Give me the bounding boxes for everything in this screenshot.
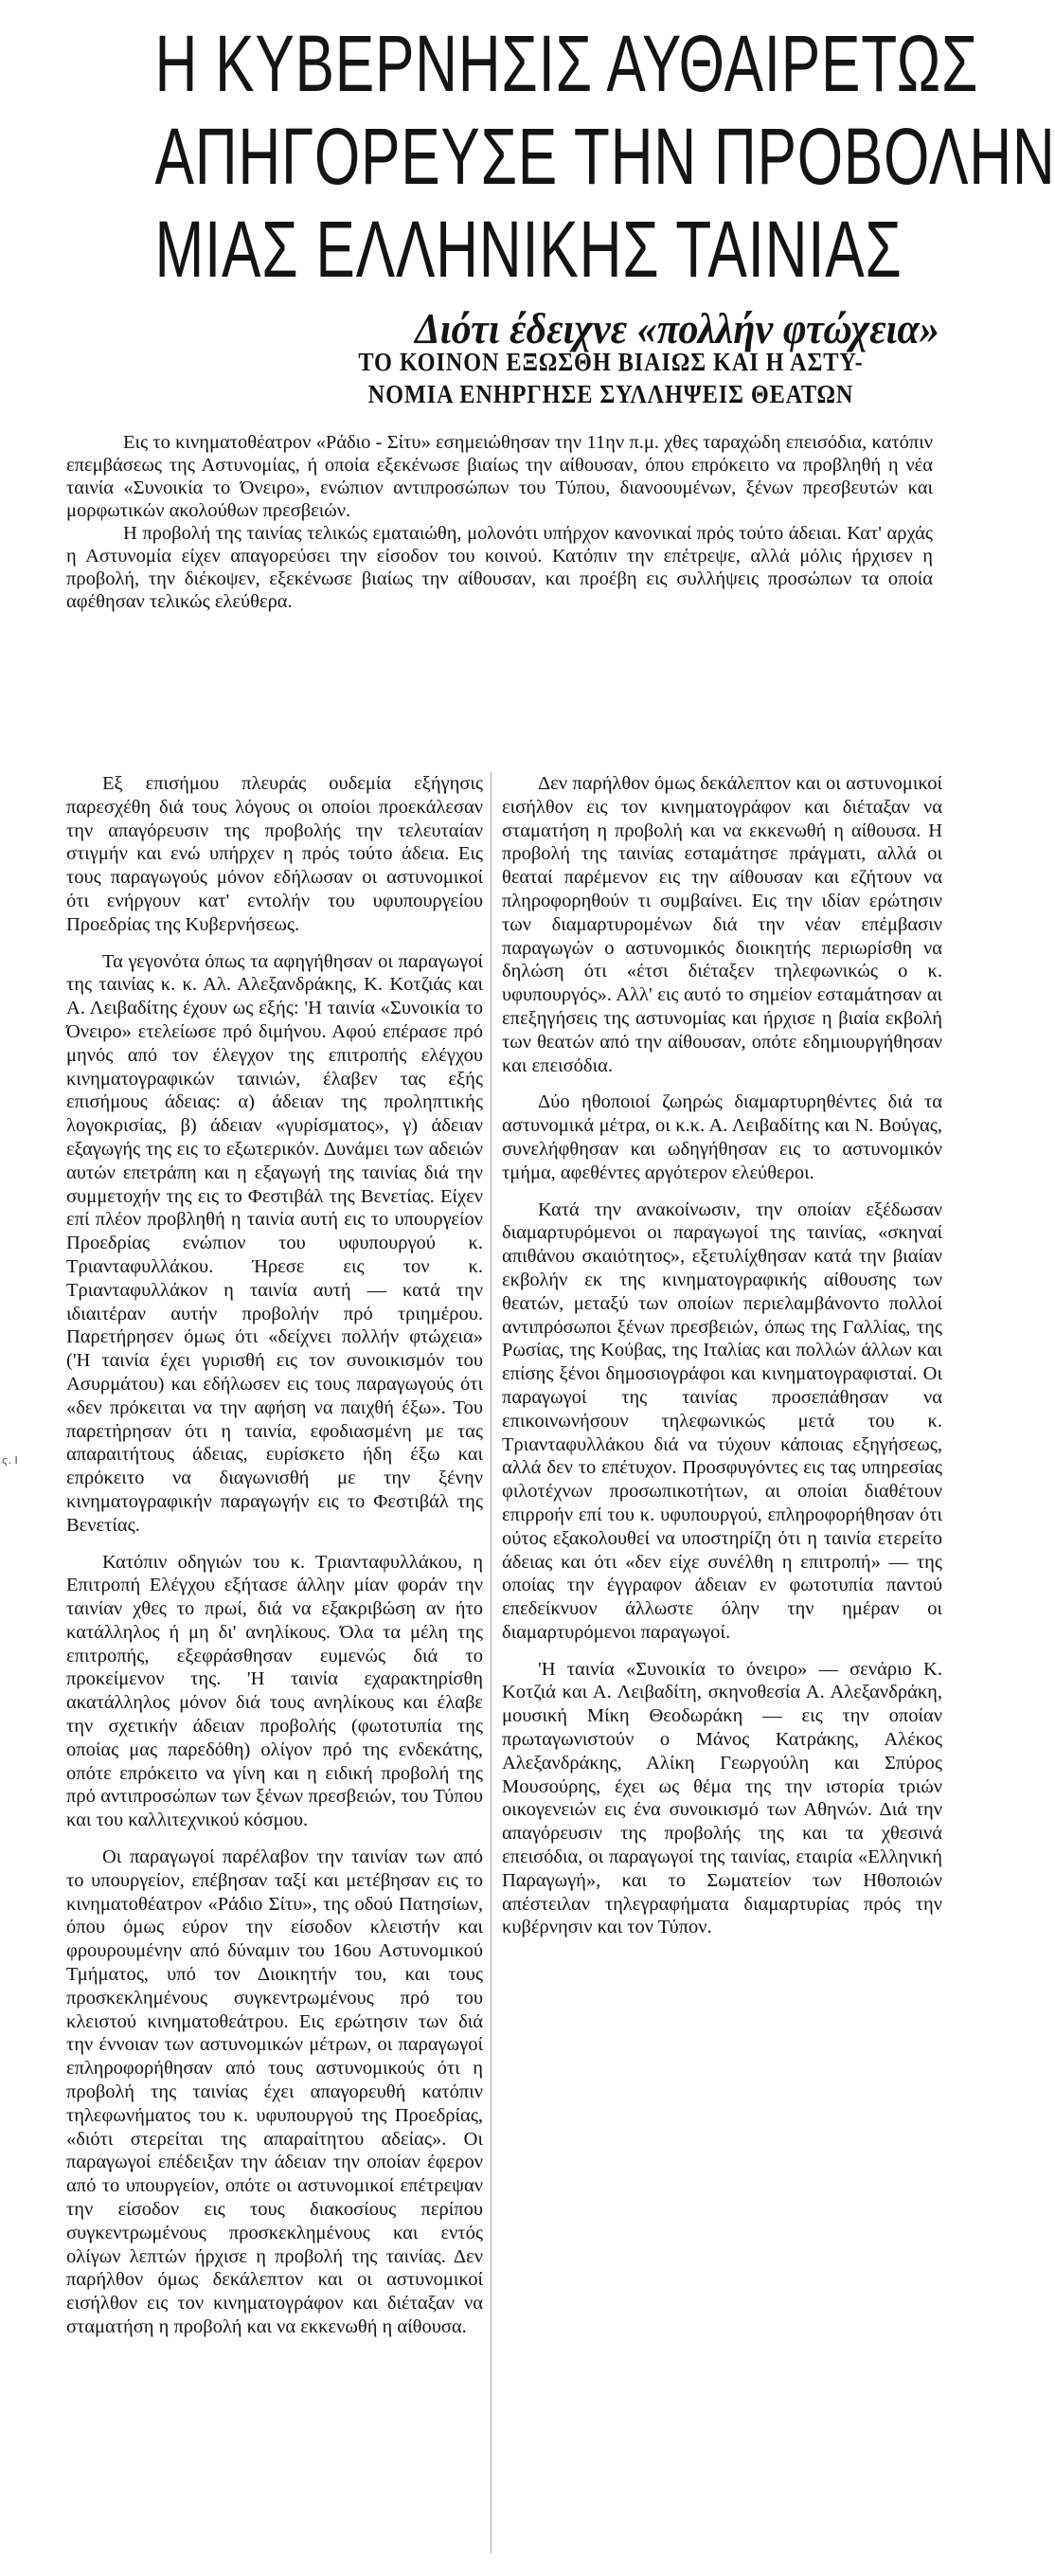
left-paragraph-4: Οι παραγωγοί παρέλαβον την ταινίαν των από το υπουργείον, επέβησαν ταξί και μετέβησαν εις το κινηματοθέατρον «Ράδιο Σίτυ», της οδού Πατησίων, όπου όμως εύρον την είσοδον κλειστήν και φρουρουμένην από δύναμιν του 16ου Αστυνομικού Τμήματος, υπό τον Διοικητήν του, και τους προσκεκλημένους συγκεντρωμένους πρό του κλειστού κινηματοθεάτρου. Εις ερώτησιν των διά την έννοιαν των αστυνομικών μέτρων, οι παραγωγοί επληροφορήθησαν από τους αστυνομικούς ότι η προβολή της ταινίας έχει απαγορευθή κατόπιν τηλεφωνήματος του κ. υφυπουργού της Προεδρίας, «διότι στερείται της απαραίτητου αδείας». Οι παραγωγοί επέδειξαν την άδειαν την οποίαν έφερον από το υπουργείον, οπότε οι αστυνομικοί επέτρεψαν την είσοδον εις τους διακοσίους περίπου συγκεντρωμένους προσκεκλημένους και εντός ολίγων λεπτών ήρχισε η προβολή της ταινίας. Δεν παρήλθον όμως δεκάλεπτον και οι αστυνομικοί εισήλθον εις τον κινηματογράφον και διέταξαν να σταματήση η προβολή και να εκκενωθή η αίθουσα.: [66, 1846, 483, 2337]
headline-line-1: Η ΚΥΒΕΡΝΗΣΙΣ ΑΥΘΑΙΡΕΤΩΣ: [154, 19, 979, 108]
subhead: [317, 346, 905, 410]
right-paragraph-4: 'Η ταινία «Συνοικία το όνειρο» — σενάριο Κ. Κοτζιά και Α. Λειβαδίτη, σκηνοθεσία Α. Αλεξανδράκη, μουσική Μίκη Θεοδωράκη — εις την οποίαν πρωταγωνιστούν ο Μάνος Κατράκης, Αλέκος Αλεξανδράκης, Αλίκη Γεωργούλη και Σπύρος Μουσούρης, έχει ως θέμα της την ιστορία τριών οικογενειών εις ένα συνοικισμό των Αθηνών. Διά την απαγόρευσιν της προβολής της και τα χθεσινά επεισόδια, οι παραγωγοί της ταινίας, εταιρία «Ελληνική Παραγωγή», και το Σωματείον των Ηθοποιών απέστειλαν τηλεγραφήματα διαμαρτυρίας πρός την κυβέρνησιν και τον Τύπον.: [502, 1658, 942, 1938]
left-column: [66, 772, 483, 2339]
lead-paragraph-2: Η προβολή της ταινίας τελικώς εματαιώθη, μολονότι υπήρχον κανονικαί πρός τούτο άδειαι. Κατ' αρχάς η Αστυνομία είχεν απαγορεύσει την είσοδον του κοινού. Κατόπιν την επέτρεψε, αλλά μόλις ήρχισεν η προβολή, την διέκοψεν, εξεκένωσε βιαίως την αίθουσαν, και προέβη εις συλλήψεις προσώπων τα οποία αφέθησαν τελικώς ελεύθερα.: [66, 523, 933, 612]
right-paragraph-1: Δεν παρήλθον όμως δεκάλεπτον και οι αστυνομικοί εισήλθον εις τον κινηματογράφον και διέταξαν να σταματήση η προβολή και να εκκενωθή η αίθουσα. Η προβολή της ταινίας εσταμάτησε πράγματι, αλλά οι θεαταί παρέμενον εις την αίθουσαν και εζήτουν να πληροφορηθούν τι συμβαίνει. Εις την ιδίαν ερώτησιν των διαμαρτυρομένων διά την νέαν επέμβασιν παραγωγών ο αστυνομικός διοικητής περιωρίσθη να δηλώση ότι «έτσι διέταξεν τηλεφωνικώς ο κ. υφυπουργός». Αλλ' εις αυτό το σημείον εσταμάτησαν αι επεξηγήσεις της αστυνομίας και ήρχισε η βιαία εκβολή των θεατών από την αίθουσαν, οπότε εδημιουργήθησαν και επεισόδια.: [502, 773, 942, 1076]
left-paragraph-2: Τα γεγονότα όπως τα αφηγήθησαν οι παραγωγοί της ταινίας κ. κ. Αλ. Αλεξανδράκης, Κ. Κοτζιάς και Α. Λειβαδίτης έχουν ως εξής: 'Η ταινία «Συνοικία το Όνειρο» ετελείωσε πρό διμήνου. Αφού επέρασε πρό μηνός από τον έλεγχον της επιτροπής ελέγχου κινηματογραφικών ταινιών, έλαβεν τας εξής επισήμους άδειας: α) άδειαν της προληπτικής λογοκρισίας, β) άδειαν «γυρίσματος», γ) άδειαν εξαγωγής της εις το εξωτερικόν. Δυνάμει των αδειών αυτών επετράπη και η εξαγωγή της ταινίας διά την συμμετοχήν της εις το Φεστιβάλ της Βενετίας. Είχεν επί πλέον προβληθή η ταινία αυτή εις το υπουργείον Προεδρίας ενώπιον του υφυπουργού κ. Τριανταφυλλάκου. Ήρεσε εις τον κ. Τριανταφυλλάκον η ταινία αυτή — κατά την ιδιαιτέραν αυτήν προβολήν πρό τριημέρου. Παρετήρησεν όμως ότι «δείχνει πολλήν φτώχεια» ('Η ταινία έχει γυρισθή εις τον συνοικισμόν του Ασυρμάτου) και εδήλωσεν εις τους παραγωγούς ότι «δεν πρόκειται να την αφήση να παιχθή έξω». Του παρετήρησαν ότι η ταινία, εφοδιασμένη με τας απαραιτήτους άδειας, ευρίσκετο ήδη έξω και επρόκειτο να διαγωνισθή με την ξένην κινηματογραφικήν παραγωγήν εις το Φεστιβάλ της Βενετίας.: [66, 950, 483, 1536]
headline-line-2: ΑΠΗΓΟΡΕΥΣΕ ΤΗΝ ΠΡΟΒΟΛΗΝ: [154, 112, 1055, 201]
margin-mark: ς. Ι: [2, 1454, 18, 1467]
headline: [38, 17, 1055, 296]
column-divider: [491, 772, 492, 2553]
left-paragraph-1: Εξ επισήμου πλευράς ουδεμία εξήγησις παρεσχέθη διά τους λόγους οι οποίοι προεκάλεσαν την απαγόρευσιν της προβολής την τελευταίαν στιγμήν και ενώ υπήρχεν η πρός τούτο άδεια. Εις τους παραγωγούς μόνον εδήλωσαν οι αστυνομικοί ότι ενήργουν κατ' εντολήν του υφυπουργείου Προεδρίας της Κυβερνήσεως.: [66, 773, 483, 935]
lead-paragraph-1: Εις το κινηματοθέατρον «Ράδιο - Σίτυ» εσημειώθησαν την 11ην π.μ. χθες ταραχώδη επεισόδια, κατόπιν επεμβάσεως της Αστυνομίας, ή οποία εξεκένωσε βιαίως την αίθουσαν, όπου επρόκειτο να προβληθή η νέα ταινία «Συνοικία το Όνειρο», ενώπιον αντιπροσώπων του Τύπου, διανοουμένων, ξένων πρεσβευτών και μορφωτικών ακολούθων πρεσβειών.: [66, 432, 933, 521]
lead-paragraphs: [66, 431, 933, 613]
right-column: [502, 772, 942, 1939]
left-paragraph-3: Κατόπιν οδηγιών του κ. Τριανταφυλλάκου, η Επιτροπή Ελέγχου εξήτασε άλλην μίαν φοράν την ταινίαν χθες το πρωί, διά να εξακριβώση αν ήτο κατάλληλος ή μη δι' ανηλίκους. Όλα τα μέλη της επιτροπής, εξεφράσθησαν ευμενώς διά το προκείμενον της. 'Η ταινία εχαρακτηρίσθη ακατάλληλος μόνον διά τους ανηλίκους και έλαβε την σχετικήν άδειαν προβολής (φωτοτυπία της οποίας μας παρεδόθη) ολίγον πρό της ενδεκάτης, οπότε επρόκειτο να γίνη και η ειδική προβολή της πρό αντιπροσώπων των ξένων πρεσβειών, του Τύπου και του καλλιτεχνικού κόσμου.: [66, 1551, 483, 1831]
right-paragraph-3: Κατά την ανακοίνωσιν, την οποίαν εξέδωσαν διαμαρτυρόμενοι οι παραγωγοί της ταινίας, «σκηναί απιθάνου σκαιότητος», εξετυλίχθησαν κατά την βιαίαν εκβολήν εκ της κινηματογραφικής αίθουσης των θεατών, μεταξύ των οποίων περιελαμβάνοντο πολλοί αντιπρόσωποι ξένων πρεσβειών, όπως της Γαλλίας, της Ρωσίας, της Κούβας, της Ιταλίας και πολλών άλλων και επίσης ξένοι δημοσιογράφοι και κινηματογραφισταί. Οι παραγωγοί της ταινίας προσεπάθησαν να επικοινωνήσουν τηλεφωνικώς μετά του κ. Τριανταφυλλάκου διά να τύχουν κάποιας εξηγήσεως, αλλά δεν το επέτυχον. Προσφυγόντες εις τας υπηρεσίας φιλοτέχνων προσωπικοτήτων, αι οποίαι διαθέτουν επιρροήν επί του κ. υφυπουργού, επληροφορήθησαν ότι ούτος εξακολουθεί να υποστηρίζη ότι η ταινία ετερείτο άδειας και ότι «δεν είχε συνέλθη η επιτροπή» — της οποίας την έγγραφον άδειαν εν φωτοτυπία παντού επεδείκνυον άλλωστε όλην την ημέραν οι διαμαρτυρόμενοι παραγωγοί.: [502, 1198, 942, 1643]
deck-text: Διότι έδειχνε «πολλήν φτώχεια»: [415, 304, 939, 352]
right-paragraph-2: Δύο ηθοποιοί ζωηρώς διαμαρτυρηθέντες διά τα αστυνομικά μέτρα, οι κ.κ. Α. Λειβαδίτης και Ν. Βούγας, συνελήφθησαν και ωδηγήθησαν εις το αστυνομικόν τμήμα, αφεθέντες αργότερον ελεύθεροι.: [502, 1091, 942, 1183]
headline-line-3: ΜΙΑΣ ΕΛΛΗΝΙΚΗΣ ΤΑΙΝΙΑΣ: [154, 205, 903, 294]
subhead-line-2: ΝΟΜΙΑ ΕΝΗΡΓΗΣΕ ΣΥΛΛΗΨΕΙΣ ΘΕΑΤΩΝ: [367, 380, 854, 408]
subhead-line-1: ΤΟ ΚΟΙΝΟΝ ΕΞΩΣΘΗ ΒΙΑΙΩΣ ΚΑΙ Η ΑΣΤΥ-: [358, 348, 864, 376]
